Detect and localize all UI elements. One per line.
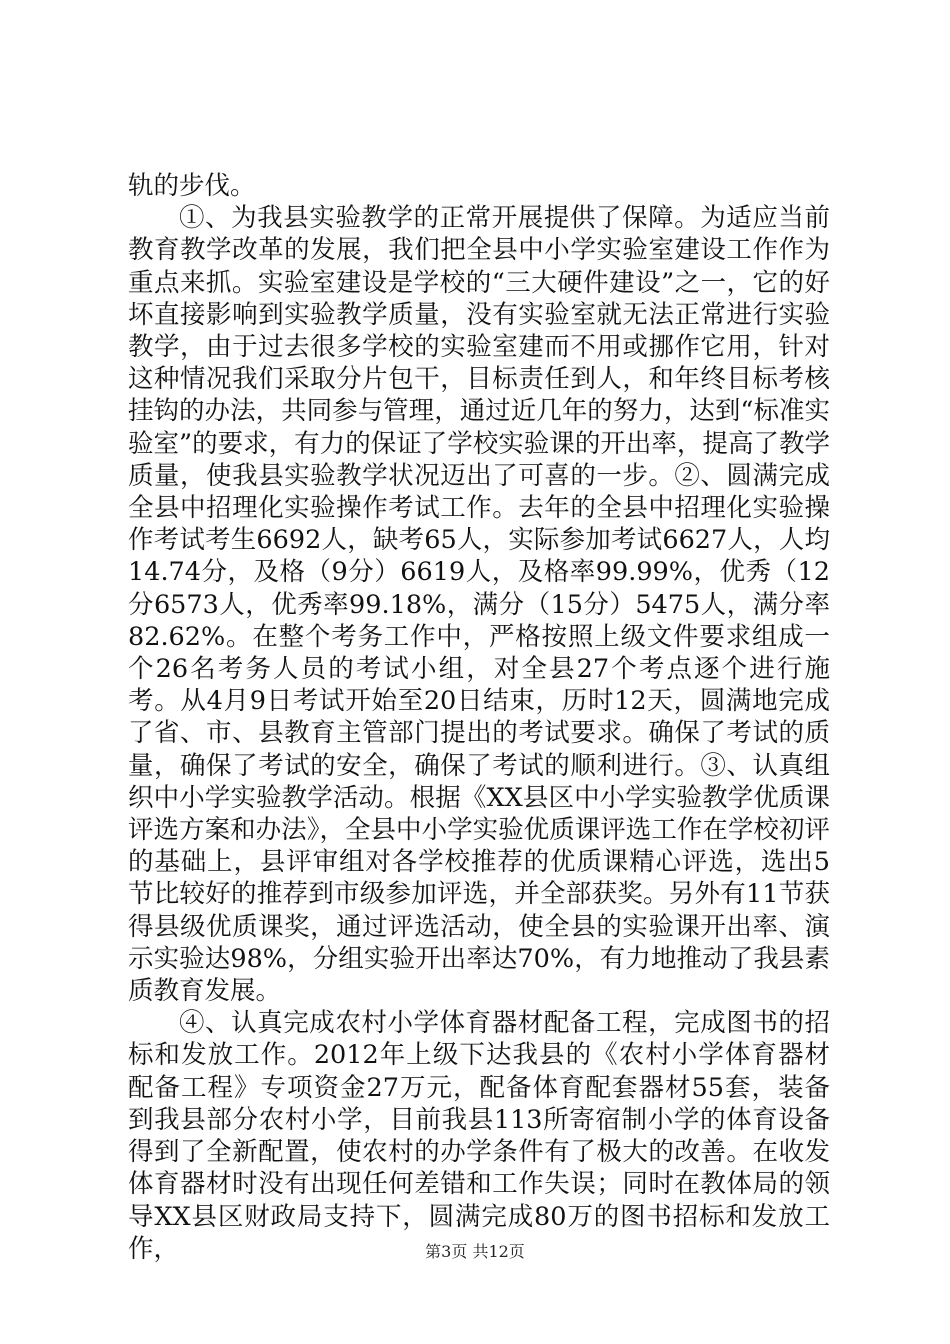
paragraph-continuation: 轨的步伐。 (128, 171, 256, 201)
page-footer: 第3页 共12页 (425, 1242, 525, 1261)
document-body (128, 170, 830, 1265)
paragraph-sports-equipment: ④、认真完成农村小学体育器材配备工程，完成图书的招标和发放工作。2012年上级下达我县的《农村小学体育器材配备工程》专项资金27万元，配备体育配套器材55套，装备到我县部分农村小学，目前我县113所寄宿制小学的体育设备得到了全新配置，使农村的办学条件有了极大的改善。在收发体育器材时没有出现任何差错和工作失误；同时在教体局的领导XX县区财政局支持下，圆满完成80万的图书招标和发放工作， (128, 1008, 830, 1264)
paragraph-lab-construction: ①、为我县实验教学的正常开展提供了保障。为适应当前教育教学改革的发展，我们把全县中小学实验室建设工作作为重点来抓。实验室建设是学校的“三大硬件建设”之一，它的好坏直接影响到实验教学质量，没有实验室就无法正常进行实验教学，由于过去很多学校的实验室建而不用或挪作它用，针对这种情况我们采取分片包干，目标责任到人，和年终目标考核挂钩的办法，共同参与管理，通过近几年的努力，达到“标准实验室”的要求，有力的保证了学校实验课的开出率，提高了教学质量，使我县实验教学状况迈出了可喜的一步。②、圆满完成全县中招理化实验操作考试工作。去年的全县中招理化实验操作考试考生6692人，缺考65人，实际参加考试6627人，人均14.74分，及格（9分）6619人，及格率99.99%，优秀（12分6573人，优秀率99.18%，满分（15分）5475人，满分率82.62%。在整个考务工作中，严格按照上级文件要求组成一个26名考务人员的考试小组，对全县27个考点逐个进行施考。从4月9日考试开始至20日结束，历时12天，圆满地完成了省、市、县教育主管部门提出的考试要求。确保了考试的质量，确保了考试的安全，确保了考试的顺利进行。③、认真组织中小学实验教学活动。根据《XX县区中小学实验教学优质课评选方案和办法》，全县中小学实验优质课评选工作在学校初评的基础上，县评审组对各学校推荐的优质课精心评选，选出5节比较好的推荐到市级参加评选，并全部获奖。另外有11节获得县级优质课奖，通过评选活动，使全县的实验课开出率、演示实验达98%，分组实验开出率达70%，有力地推动了我县素质教育发展。 (128, 203, 830, 1007)
